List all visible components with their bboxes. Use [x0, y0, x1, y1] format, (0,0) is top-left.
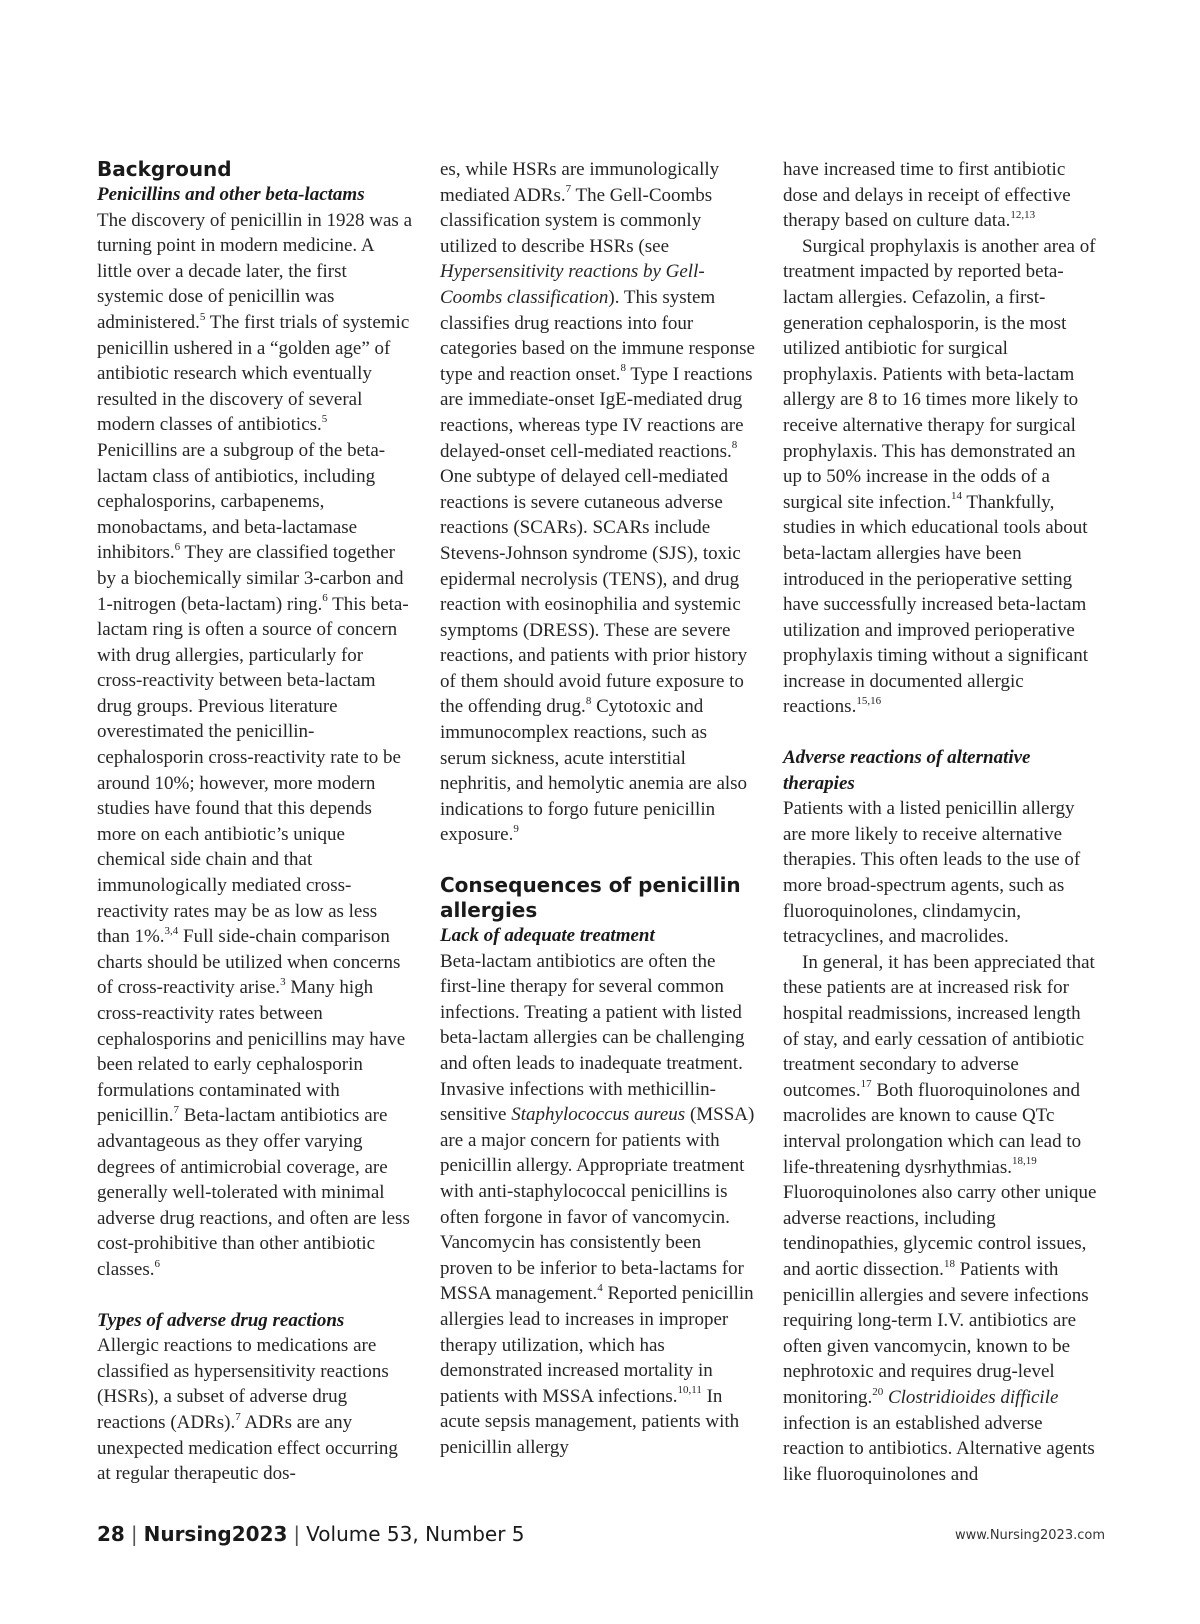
text-run: Many high cross-reactivity rates between cephalosporins and penicillins may have been related to early cephalosporin formulations contaminated with penicillin. [97, 977, 406, 1127]
citation: 6 [154, 1257, 161, 1270]
text-run: This beta-lactam ring is often a source of concern with drug allergies, particularly for cross-reactivity between beta-lactam drug groups. Previous literature overestimated the penicillin-cephalosporin cross-reactivity rate to be around 10%; however, more modern studies have found that this depends more on each antibiotic’s unique chemical side chain and that immunologically mediated cross-reactivity rates may be as low as less than 1%. [97, 593, 409, 948]
citation: 3 [280, 976, 286, 989]
text-run: Reported penicillin allergies lead to increases in improper therapy utilization, which has demonstrated increased mortality in patients with MSSA infections. [440, 1283, 754, 1407]
citation: 14 [950, 490, 962, 503]
paragraph-surgical-prophylaxis [783, 234, 1098, 720]
paragraph-lack-treatment [440, 949, 755, 1461]
text-run: Penicillins are a subgroup of the beta-lactam class of antibiotics, including cephalosporins, carbapenems, monobactams, and beta-lactamase inhibitors. [97, 439, 386, 564]
folio [97, 1522, 525, 1546]
citation: 3,4 [164, 924, 179, 937]
text-run: Beta-lactam antibiotics are often the first-line therapy for several common infections. Treating a patient with listed beta-lactam allergies can be challenging and often leads to inadequate treatment. Invasive infections with methicillin-sensitive [440, 950, 745, 1126]
text-run: The discovery of penicillin in 1928 was a turning point in modern medicine. A little over a decade later, the first systemic dose of penicillin was administered. [97, 209, 413, 333]
text-run: have increased time to first antibiotic dose and delays in receipt of effective therapy based on culture data. [783, 159, 1071, 232]
column-3 [783, 157, 1098, 1487]
text-run: ADRs are any unexpected medication effect occurring at regular therapeutic dos- [97, 1411, 398, 1485]
citation: 4 [597, 1282, 603, 1295]
citation: 12,13 [1010, 208, 1036, 221]
citation: 8 [620, 362, 626, 375]
subheading-penicillins: Penicillins and other beta-lactams [97, 184, 365, 205]
citation: 18,19 [1012, 1155, 1037, 1168]
citation: 5 [321, 413, 328, 426]
text-run: Both fluoroquinolones and macrolides are known to cause QTc interval prolongation which can lead to life-threatening dysrhythmias. [783, 1079, 1082, 1178]
citation: 20 [872, 1385, 884, 1398]
column-2 [440, 157, 755, 1461]
cross-reference: Hypersensitivity reactions by Gell-Coombs classification [440, 261, 705, 308]
page-number: 28 [97, 1522, 125, 1546]
citation: 7 [235, 1410, 241, 1423]
page-footer [97, 1522, 1105, 1552]
paragraph-types-adr [97, 1333, 412, 1487]
citation: 5 [199, 310, 206, 323]
subheading-adverse-alternative: Adverse reactions of alternative therapies [783, 747, 1031, 794]
text-run: Full side-chain comparison charts should be utilized when concerns of cross-reactivity arise. [97, 926, 401, 999]
text-run: Thankfully, studies in which educational tools about beta-lactam allergies have been introduced in the perioperative setting have successfully increased beta-lactam utilization and improved perioperative prophylaxis timing without a significant increase in documented allergic reactions. [783, 491, 1089, 718]
text-run: Beta-lactam antibiotics are advantageous as they offer varying degrees of antimicrobial coverage, are generally well-tolerated with minimal adverse drug reactions, and often are less cost-prohibitive than other antibiotic classes. [97, 1105, 410, 1280]
journal-name: Nursing2023 [143, 1522, 288, 1546]
text-run: Allergic reactions to medications are classified as hypersensitivity reactions (HSRs), a subset of adverse drug reactions (ADRs). [97, 1335, 389, 1433]
organism-name: Staphylococcus aureus [511, 1104, 686, 1126]
section-heading-background: Background [97, 157, 232, 181]
text-run: Cytotoxic and immunocomplex reactions, such as serum sickness, acute interstitial nephritis, and hemolytic anemia are also indications to forgo future penicillin exposure. [440, 696, 748, 846]
text-run: The first trials of systemic penicillin ushered in a “golden age” of antibiotic research which eventually resulted in the discovery of several modern classes of antibiotics. [97, 311, 410, 436]
citation: 8 [731, 439, 738, 452]
text-run: In general, it has been appreciated that these patients are at increased risk for hospital readmissions, increased length of stay, and early cessation of antibiotic treatment secondary to adverse outcomes. [783, 951, 1095, 1101]
paragraph-general-risks [783, 950, 1098, 1487]
text-run: In acute sepsis management, patients with penicillin allergy [440, 1385, 740, 1458]
citation: 9 [513, 823, 519, 836]
journal-url: www.Nursing2023.com [954, 1528, 1105, 1543]
citation: 15,16 [856, 695, 882, 708]
subheading-lack-treatment: Lack of adequate treatment [440, 925, 655, 947]
text-run: es, while HSRs are immunologically mediated ADRs. [440, 159, 720, 206]
citation: 10,11 [677, 1384, 702, 1397]
text-run: Surgical prophylaxis is another area of treatment impacted by reported beta-lactam allergies. Cefazolin, a first-generation cephalosporin, is the most utilized antibiotic for surgical prophylaxis. Patients with beta-lactam allergy are 8 to 16 times more likely to receive alternative therapy for surgical prophylaxis. This has demonstrated an up to 50% increase in the odds of a surgical site infection. [783, 235, 1096, 513]
citation: 7 [173, 1104, 180, 1117]
organism-name: Clostridioides difficile [887, 1386, 1059, 1408]
citation: 6 [322, 592, 328, 605]
text-run: ). This system classifies drug reactions into four categories based on the immune response type and reaction onset. [440, 286, 755, 385]
text-run: Type I reactions are immediate-onset IgE-mediated drug reactions, whereas type IV reactions are delayed-onset cell-mediated reactions. [440, 363, 753, 462]
citation: 18 [943, 1257, 955, 1270]
footer-separator: | [130, 1522, 138, 1546]
paragraph-hsr-classification [440, 157, 755, 848]
issue-info: Volume 53, Number 5 [306, 1522, 525, 1546]
text-run: (MSSA) are a major concern for patients with penicillin allergy. Appropriate treatment with anti-staphylococcal penicillins is often forgone in favor of vancomycin. Vancomycin has consistently been proven to be inferior to beta-lactams for MSSA management. [440, 1104, 755, 1305]
paragraph-sepsis-continued [783, 157, 1098, 234]
citation: 7 [565, 183, 572, 196]
text-run: infection is an established adverse reaction to antibiotics. Alternative agents like fluoroquinolones and [783, 1412, 1095, 1485]
text-run: Patients with penicillin allergies and severe infections requiring long-term I.V. antibiotics are often given vancomycin, known to be nephrotoxic and requires drug-level monitoring. [783, 1258, 1089, 1408]
text-run: One subtype of delayed cell-mediated reactions is severe cutaneous adverse reactions (SCARs). SCARs include Stevens-Johnson syndrome (SJS), toxic epidermal necrolysis (TENS), and drug reaction with eosinophilia and systemic symptoms (DRESS). These are severe reactions, and patients with prior history of them should avoid future exposure to the offending drug. [440, 466, 748, 718]
subheading-types-adr: Types of adverse drug reactions [97, 1309, 345, 1331]
paragraph-alternative-therapies: Patients with a listed penicillin allergy are more likely to receive alternative therapies. This often leads to the use of more broad-spectrum agents, such as fluoroquinolones, clindamycin, tetracyclines, and macrolides. [783, 798, 1081, 948]
footer-separator: | [293, 1522, 301, 1546]
column-1 [97, 157, 412, 1487]
citation: 8 [585, 695, 592, 708]
paragraph-penicillins [97, 208, 412, 1283]
citation: 6 [174, 540, 181, 553]
citation: 17 [860, 1078, 872, 1091]
text-run: Fluoroquinolones also carry other unique adverse reactions, including tendinopathies, glycemic control issues, and aortic dissection. [783, 1182, 1097, 1280]
text-run: The Gell-Coombs classification system is commonly utilized to describe HSRs (see [440, 184, 713, 257]
text-run: They are classified together by a biochemically similar 3-carbon and 1-nitrogen (beta-lactam) ring. [97, 542, 404, 615]
section-heading-consequences: Consequences of penicillin allergies [440, 873, 741, 923]
